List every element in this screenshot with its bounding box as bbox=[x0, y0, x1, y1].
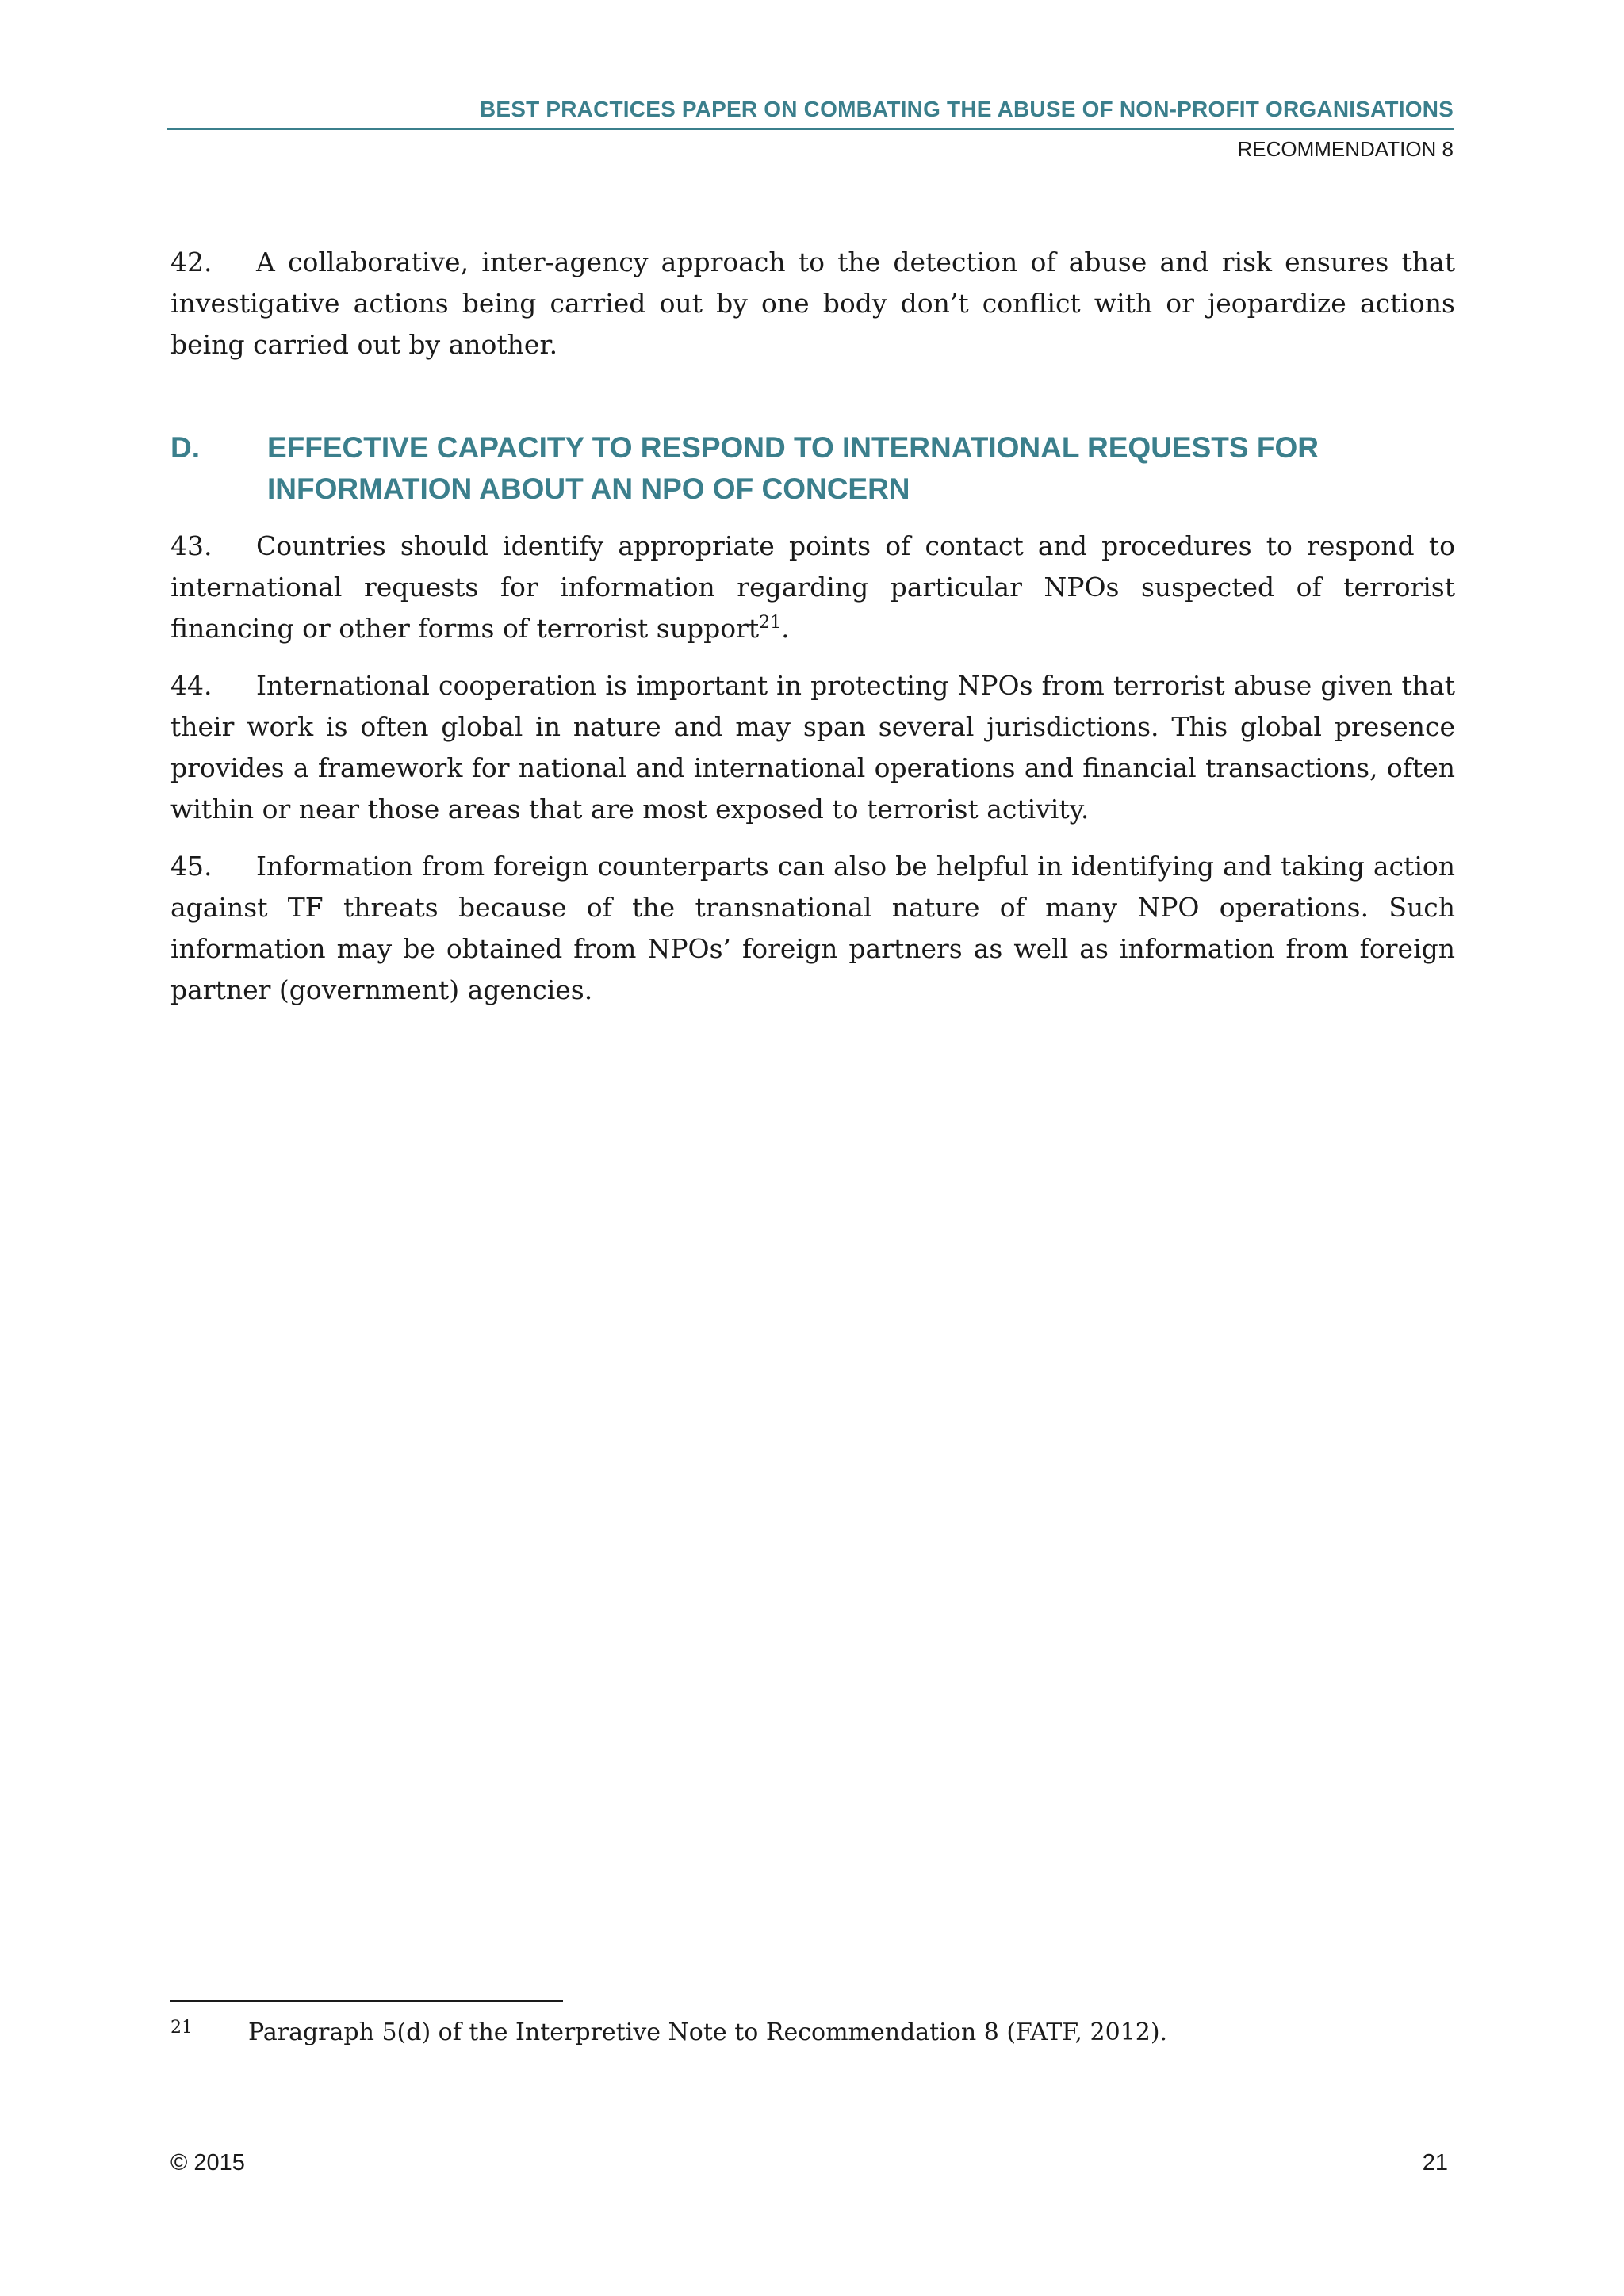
footnote-number: 21 bbox=[170, 2018, 193, 2038]
paragraph-42 bbox=[170, 242, 1455, 365]
paragraph-number: 44. bbox=[170, 670, 213, 701]
section-letter: D. bbox=[170, 431, 200, 464]
footer-copyright: © 2015 bbox=[170, 2150, 245, 2175]
page-body bbox=[170, 242, 1455, 1027]
paragraph-text: International cooperation is important in protecting NPOs from terrorist abuse given that their work is often global in nature and may span several jurisdictions. This global presence provides a framework for national and international operations and financial transactions, often within or near those areas that are most exposed to terrorist activity. bbox=[170, 670, 1455, 825]
running-header bbox=[167, 94, 1454, 163]
footnote-text: Paragraph 5(d) of the Interpretive Note to Recommendation 8 (FATF, 2012). bbox=[248, 2019, 1168, 2046]
paragraph-45 bbox=[170, 846, 1455, 1011]
paragraph-number: 43. bbox=[170, 530, 213, 561]
section-title: EFFECTIVE CAPACITY TO RESPOND TO INTERNATIONAL REQUESTS FOR INFORMATION ABOUT AN NPO OF CONCERN bbox=[267, 431, 1319, 505]
paragraph-number: 42. bbox=[170, 247, 213, 277]
header-subtitle: RECOMMENDATION 8 bbox=[1237, 137, 1454, 161]
paragraph-tail: . bbox=[781, 613, 790, 644]
header-rule bbox=[167, 128, 1454, 130]
footer-page-number: 21 bbox=[1422, 2150, 1448, 2175]
paragraph-43 bbox=[170, 526, 1455, 649]
header-title: BEST PRACTICES PAPER ON COMBATING THE ABUSE OF NON-PROFIT ORGANISATIONS bbox=[479, 97, 1454, 121]
footnote-separator bbox=[170, 2000, 563, 2002]
paragraph-text: Information from foreign counterparts can also be helpful in identifying and taking action against TF threats because of the transnational nature of many NPO operations. Such information may be obtained from NPOs’ foreign partners as well as information from foreign partner (government) agencies. bbox=[170, 851, 1455, 1005]
footnote bbox=[170, 2014, 1455, 2052]
section-heading bbox=[170, 427, 1455, 510]
footnote-reference[interactable]: 21 bbox=[759, 613, 782, 633]
paragraph-text: A collaborative, inter-agency approach to the detection of abuse and risk ensures that investigative actions being carried out by one body don’t conflict with or jeopardize actions being carried out by another. bbox=[170, 247, 1455, 360]
paragraph-text: Countries should identify appropriate points of contact and procedures to respond to international requests for information regarding particular NPOs suspected of terrorist financing or other forms of terrorist support bbox=[170, 530, 1455, 644]
paragraph-number: 45. bbox=[170, 851, 213, 882]
paragraph-44 bbox=[170, 665, 1455, 830]
